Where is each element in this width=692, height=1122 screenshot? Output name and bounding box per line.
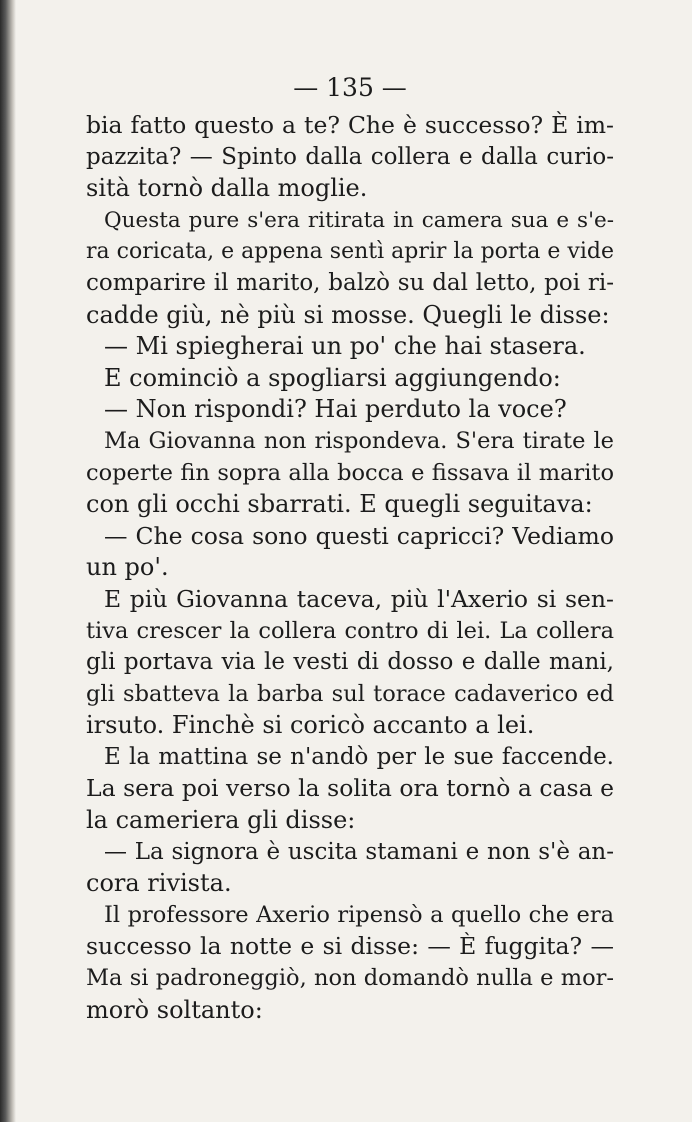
- text-line: con gli occhi sbarrati. E quegli seguitava:: [86, 490, 593, 519]
- text-line: gli portava via le vesti di dosso e dalle mani,: [86, 649, 614, 676]
- text-line: sità tornò dalla moglie.: [86, 174, 368, 203]
- text-line: Ma si padroneggiò, non domandò nulla e mor-: [86, 965, 614, 992]
- text-line: comparire il marito, balzò su dal letto, poi ri-: [86, 269, 614, 296]
- text-line: — Che cosa sono questi capricci? Vediamo: [104, 521, 614, 550]
- text-line: Il professore Axerio ripensò a quello che era: [104, 901, 614, 928]
- text-line: — Non rispondi? Hai perduto la voce?: [104, 395, 567, 424]
- text-line: un po'.: [86, 553, 169, 582]
- text-line: pazzita? — Spinto dalla collera e dalla curio-: [86, 143, 614, 170]
- text-line: tiva crescer la collera contro di lei. La collera: [86, 617, 614, 644]
- text-line: Questa pure s'era ritirata in camera sua e s'e-: [104, 207, 614, 233]
- text-line: cora rivista.: [86, 869, 232, 898]
- text-line: — Mi spiegherai un po' che hai stasera.: [104, 332, 586, 361]
- book-page: [86, 70, 614, 1026]
- text-line: — La signora è uscita stamani e non s'è an-: [104, 838, 614, 865]
- text-line: ra coricata, e appena sentì aprir la porta e vide: [86, 239, 614, 265]
- page-number: — 135 —: [293, 73, 407, 102]
- text-line: gli sbatteva la barba sul torace cadaverico ed: [86, 680, 614, 707]
- text-line: E la mattina se n'andò per le sue faccende.: [104, 743, 614, 770]
- text-line: E cominciò a spogliarsi aggiungendo:: [104, 363, 561, 392]
- text-line: Ma Giovanna non rispondeva. S'era tirate le: [104, 427, 614, 454]
- body-text: [86, 110, 614, 1026]
- text-line: bia fatto questo a te? Che è successo? È im-: [86, 111, 614, 139]
- text-line: coperte fin sopra alla bocca e fissava il marito: [86, 459, 614, 486]
- text-line: irsuto. Finchè si coricò accanto a lei.: [86, 711, 535, 740]
- text-line: La sera poi verso la solita ora tornò a casa e: [86, 774, 614, 803]
- text-line: cadde giù, nè più si mosse. Quegli le disse:: [86, 300, 610, 329]
- text-line: E più Giovanna taceva, più l'Axerio si sen-: [104, 584, 614, 613]
- page-binding-edge: [0, 0, 16, 1122]
- text-line: morò soltanto:: [86, 995, 263, 1024]
- text-line: successo la notte e si disse: — È fuggita? —: [86, 932, 614, 961]
- text-line: la cameriera gli disse:: [86, 806, 356, 835]
